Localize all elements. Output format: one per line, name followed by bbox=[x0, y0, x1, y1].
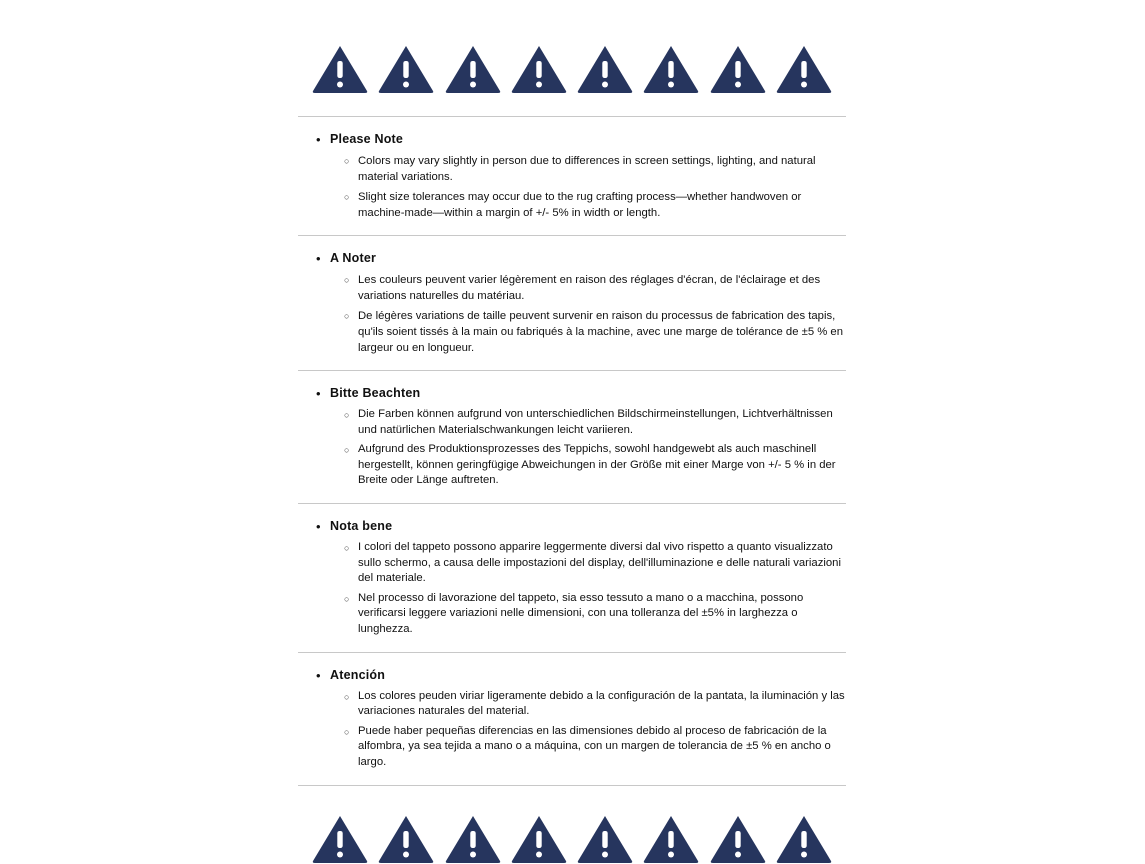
note-section-title: A Noter bbox=[330, 251, 377, 265]
warning-triangle-icon bbox=[312, 44, 368, 94]
document-content bbox=[298, 44, 846, 864]
note-section-title: Atención bbox=[330, 667, 386, 682]
warning-triangle-icon bbox=[776, 44, 832, 94]
warning-triangle-icon bbox=[643, 44, 699, 94]
sub-bullet-icon: ○ bbox=[344, 726, 350, 737]
warning-icon-strip-bottom bbox=[308, 814, 836, 864]
note-item-list bbox=[344, 272, 846, 356]
note-section-title: Nota bene bbox=[330, 518, 393, 533]
note-item-text: Slight size tolerances may occur due to the rug crafting process—whether handwoven or machine-made—within a margin of +/- 5% in width or length. bbox=[358, 191, 802, 219]
list-item bbox=[344, 272, 846, 304]
list-item bbox=[344, 442, 846, 489]
note-item-text: Les couleurs peuvent varier légèrement en raison des réglages d'écran, de l'éclairage et des variations naturelles du matériau. bbox=[358, 274, 821, 302]
warning-triangle-icon bbox=[312, 814, 368, 864]
bullet-icon: • bbox=[316, 518, 321, 534]
note-section-header bbox=[316, 667, 846, 684]
sub-bullet-icon: ○ bbox=[344, 691, 350, 702]
note-section-title: Please Note bbox=[330, 132, 404, 146]
warning-triangle-icon bbox=[643, 814, 699, 864]
warning-triangle-icon bbox=[445, 814, 501, 864]
note-item-text: Puede haber pequeñas diferencias en las dimensiones debido al proceso de fabricación de la alfombra, ya sea tejida a mano o a máquina, con un margen de tolerancia de ±5 % en ancho o largo. bbox=[358, 724, 831, 768]
warning-triangle-icon bbox=[577, 814, 633, 864]
note-section bbox=[298, 236, 846, 370]
note-item-list bbox=[344, 153, 846, 221]
bullet-icon: • bbox=[316, 667, 321, 683]
warning-triangle-icon bbox=[710, 44, 766, 94]
note-item-text: I colori del tappeto possono apparire leggermente diversi dal vivo rispetto a quanto visualizzato sullo schermo, a causa delle impostazioni del display, dell'illuminazione e delle naturali variazioni del materiale. bbox=[358, 540, 841, 585]
sub-bullet-icon: ○ bbox=[344, 542, 350, 553]
note-item-list bbox=[344, 407, 846, 489]
sub-bullet-icon: ○ bbox=[344, 593, 350, 604]
note-section-header bbox=[316, 131, 846, 148]
note-section bbox=[298, 653, 846, 785]
warning-triangle-icon bbox=[776, 814, 832, 864]
note-section bbox=[298, 504, 846, 652]
notes-sections bbox=[298, 117, 846, 786]
note-item-list bbox=[344, 540, 846, 638]
note-item-list bbox=[344, 689, 846, 771]
list-item bbox=[344, 591, 846, 638]
list-item bbox=[344, 407, 846, 438]
sub-bullet-icon: ○ bbox=[344, 192, 350, 202]
note-item-text: De légères variations de taille peuvent survenir en raison du processus de fabrication des tapis, qu'ils soient tissés à la main ou fabriqués à la machine, avec une marge de tolérance de ±5 % en largeur ou en longueur. bbox=[358, 310, 843, 354]
note-section bbox=[298, 117, 846, 235]
bullet-icon: • bbox=[316, 251, 321, 266]
note-item-text: Die Farben können aufgrund von unterschiedlichen Bildschirmeinstellungen, Lichtverhältnissen und natürlichen Materialschwankungen leicht variieren. bbox=[358, 408, 833, 436]
divider bbox=[298, 785, 846, 786]
list-item bbox=[344, 189, 846, 221]
list-item bbox=[344, 540, 846, 587]
note-section-title: Bitte Beachten bbox=[330, 386, 421, 400]
bullet-icon: • bbox=[316, 132, 321, 147]
note-item-text: Los colores peuden viriar ligeramente debido a la configuración de la pantata, la iluminación y las variaciones naturales del material. bbox=[358, 689, 845, 718]
warning-triangle-icon bbox=[445, 44, 501, 94]
note-item-text: Colors may vary slightly in person due to differences in screen settings, lighting, and natural material variations. bbox=[358, 155, 816, 183]
warning-triangle-icon bbox=[511, 44, 567, 94]
note-item-text: Nel processo di lavorazione del tappeto, sia esso tessuto a mano o a macchina, possono verificarsi leggere variazioni nelle dimensioni, con una tolleranza del ±5% in larghezza o lunghezza. bbox=[358, 591, 804, 635]
list-item bbox=[344, 153, 846, 185]
sub-bullet-icon: ○ bbox=[344, 275, 350, 285]
note-section-header bbox=[316, 518, 846, 535]
note-section-header bbox=[316, 250, 846, 267]
warning-triangle-icon bbox=[378, 814, 434, 864]
sub-bullet-icon: ○ bbox=[344, 156, 350, 166]
warning-triangle-icon bbox=[511, 814, 567, 864]
warning-triangle-icon bbox=[710, 814, 766, 864]
sub-bullet-icon: ○ bbox=[344, 410, 350, 420]
note-section-header bbox=[316, 385, 846, 402]
bullet-icon: • bbox=[316, 386, 321, 401]
list-item bbox=[344, 724, 846, 771]
warning-icon-strip-top bbox=[308, 44, 836, 94]
list-item bbox=[344, 308, 846, 356]
note-section bbox=[298, 371, 846, 503]
sub-bullet-icon: ○ bbox=[344, 311, 350, 321]
list-item bbox=[344, 689, 846, 720]
note-item-text: Aufgrund des Produktionsprozesses des Teppichs, sowohl handgewebt als auch maschinell hergestellt, können geringfügige Abweichungen in der Größe mit einer Marge von +/- 5 % in der Breite oder Länge auftreten. bbox=[358, 443, 836, 487]
warning-triangle-icon bbox=[378, 44, 434, 94]
sub-bullet-icon: ○ bbox=[344, 445, 350, 456]
warning-triangle-icon bbox=[577, 44, 633, 94]
